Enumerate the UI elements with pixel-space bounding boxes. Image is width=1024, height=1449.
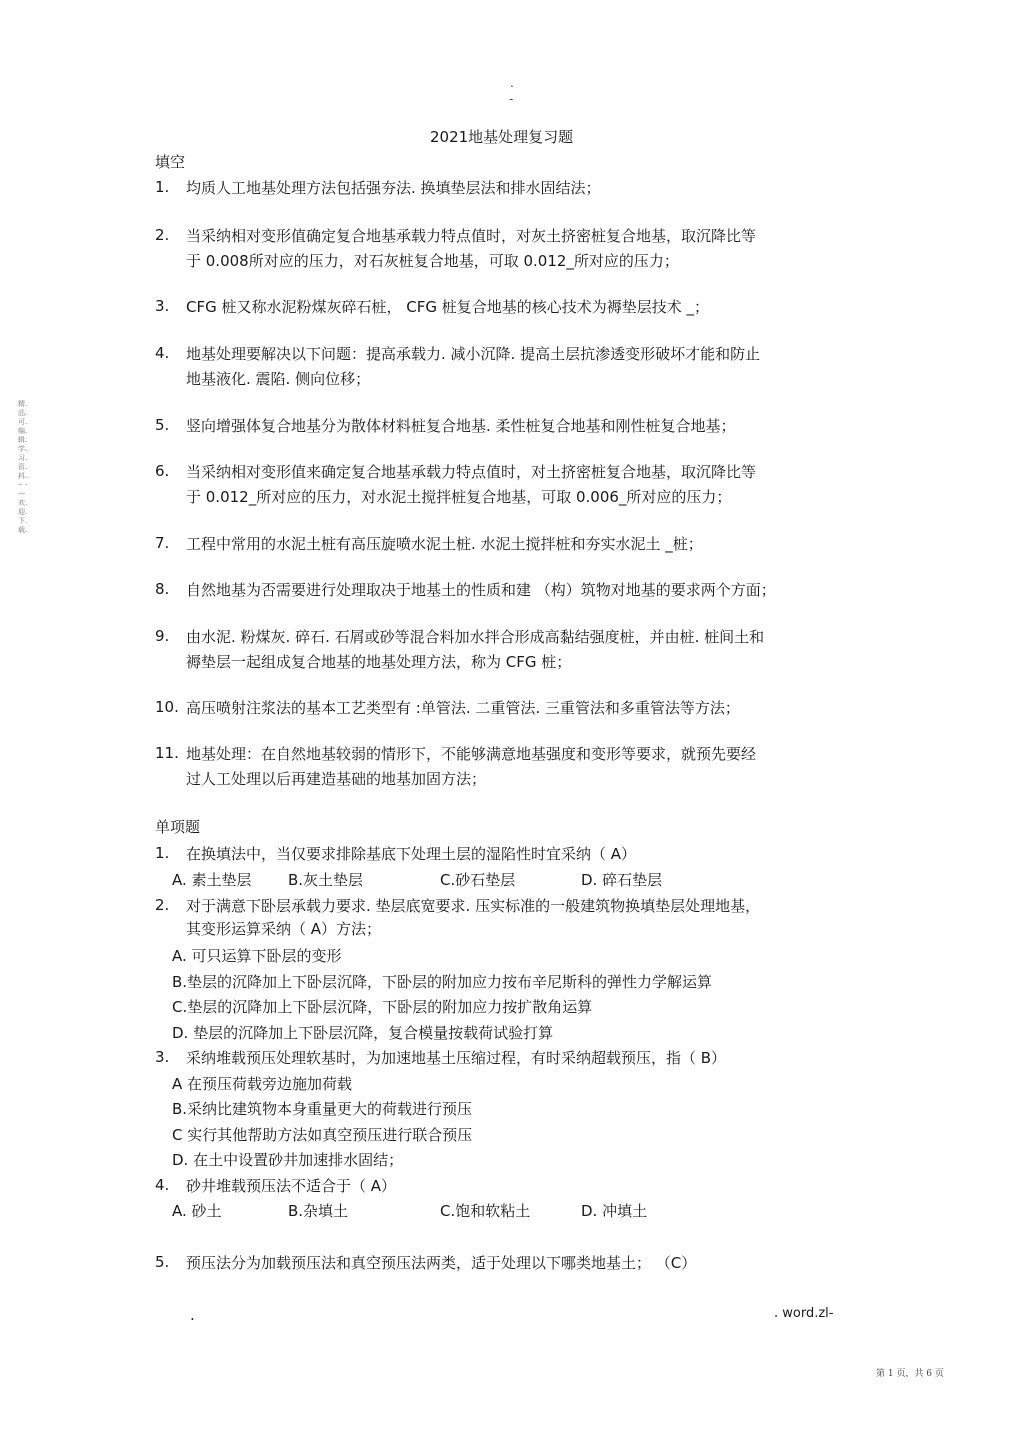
option-c: C.垫层的沉降加上下卧层沉降，下卧层的附加应力按扩散角运算 (172, 998, 593, 1016)
item-text: CFG 桩又称水泥粉煤灰碎石桩， CFG 桩复合地基的核心技术为褥垫层技术 _； (186, 298, 710, 316)
question-text: 对于满意下卧层承载力要求. 垫层底宽要求. 压实标准的一般建筑物换填垫层处理地基， (186, 897, 761, 915)
item-number: 8. (155, 580, 170, 598)
item-text: 由水泥. 粉煤灰. 碎石. 石屑或砂等混合料加水拌合形成高黏结强度桩，并由桩. 桩间土和 (186, 628, 765, 646)
item-number: 3. (155, 297, 170, 315)
item-text-cont: 地基液化. 震陷. 侧向位移； (186, 370, 371, 388)
header-dash: - (509, 92, 514, 106)
option-c: C.饱和软粘土 (440, 1202, 531, 1220)
item-number: 5. (155, 416, 170, 434)
option-a: A. 素土垫层 (172, 871, 252, 889)
section-label-single-choice: 单项题 (155, 818, 201, 836)
header-dot: . (510, 76, 514, 90)
question-number: 3. (155, 1048, 170, 1066)
option-a: A. 可只运算下卧层的变形 (172, 947, 342, 965)
item-text: 高压喷射注浆法的基本工艺类型有 :单管法. 二重管法. 三重管法和多重管法等方法； (186, 699, 740, 717)
side-watermark-note: 精.品.可.编.辑.学.习.资.料.-- ----欢.迎.下.载. (18, 400, 28, 534)
footer-source: . word.zl- (774, 1306, 834, 1321)
item-number: 7. (155, 534, 170, 552)
question-text-cont: 其变形运算采纳（ A）方法； (186, 920, 382, 938)
item-number: 4. (155, 344, 170, 362)
item-number: 9. (155, 627, 170, 645)
item-number: 10. (155, 698, 179, 716)
option-c: C 实行其他帮助方法如真空预压进行联合预压 (172, 1126, 473, 1144)
item-text: 自然地基为否需要进行处理取决于地基土的性质和建 （构）筑物对地基的要求两个方面； (186, 581, 776, 599)
option-c: C.砂石垫层 (440, 871, 516, 889)
item-text: 工程中常用的水泥土桩有高压旋喷水泥土桩. 水泥土搅拌桩和夯实水泥土 _桩； (186, 535, 703, 553)
item-text: 竖向增强体复合地基分为散体材料桩复合地基. 柔性桩复合地基和刚性桩复合地基； (186, 417, 736, 435)
option-d: D. 碎石垫层 (581, 871, 663, 889)
option-b: B.垫层的沉降加上下卧层沉降，下卧层的附加应力按布辛尼斯科的弹性力学解运算 (172, 973, 713, 991)
item-number: 11. (155, 744, 179, 762)
document-title: 2021地基处理复习题 (430, 128, 574, 146)
question-text: 在换填法中，当仅要求排除基底下处理土层的湿陷性时宜采纳（ A） (186, 845, 637, 863)
page-number: 第 1 页，共 6 页 (876, 1369, 944, 1379)
question-number: 5. (155, 1253, 170, 1271)
item-text-cont: 过人工处理以后再建造基础的地基加固方法； (186, 770, 487, 788)
option-d: D. 在土中设置砂井加速排水固结； (172, 1151, 404, 1169)
option-b: B.灰土垫层 (288, 871, 364, 889)
item-number: 6. (155, 462, 170, 480)
footer-dot: . (190, 1306, 195, 1324)
option-b: B.采纳比建筑物本身重量更大的荷载进行预压 (172, 1100, 473, 1118)
option-b: B.杂填土 (288, 1202, 349, 1220)
option-a: A 在预压荷载旁边施加荷载 (172, 1075, 353, 1093)
question-text: 预压法分为加载预压法和真空预压法两类，适于处理以下哪类地基土； （C） (186, 1254, 697, 1272)
item-text-cont: 于 0.008所对应的压力，对石灰桩复合地基，可取 0.012_所对应的压力； (186, 252, 679, 270)
item-text: 地基处理：在自然地基较弱的情形下，不能够满意地基强度和变形等要求，就预先要经 (186, 745, 757, 763)
item-text-cont: 褥垫层一起组成复合地基的地基处理方法，称为 CFG 桩； (186, 653, 572, 671)
section-label-fill-blank: 填空 (155, 153, 186, 171)
item-number: 1. (155, 178, 170, 196)
question-text: 砂井堆载预压法不适合于（ A） (186, 1177, 397, 1195)
option-d: D. 垫层的沉降加上下卧层沉降，复合模量按载荷试验打算 (172, 1024, 554, 1042)
option-a: A. 砂土 (172, 1202, 222, 1220)
item-text-cont: 于 0.012_所对应的压力，对水泥土搅拌桩复合地基，可取 0.006_所对应的压力； (186, 488, 732, 506)
question-number: 1. (155, 844, 170, 862)
question-text: 采纳堆载预压处理软基时，为加速地基土压缩过程，有时采纳超载预压，指（ B） (186, 1049, 727, 1067)
item-number: 2. (155, 226, 170, 244)
item-text: 当采纳相对变形值来确定复合地基承载力特点值时，对土挤密桩复合地基，取沉降比等 (186, 463, 757, 481)
question-number: 2. (155, 896, 170, 914)
option-d: D. 冲填土 (581, 1202, 648, 1220)
item-text: 均质人工地基处理方法包括强夯法. 换填垫层法和排水固结法； (186, 179, 601, 197)
item-text: 地基处理要解决以下问题：提高承载力. 减小沉降. 提高土层抗渗透变形破坏才能和防止 (186, 345, 761, 363)
question-number: 4. (155, 1176, 170, 1194)
item-text: 当采纳相对变形值确定复合地基承载力特点值时，对灰土挤密桩复合地基，取沉降比等 (186, 227, 757, 245)
